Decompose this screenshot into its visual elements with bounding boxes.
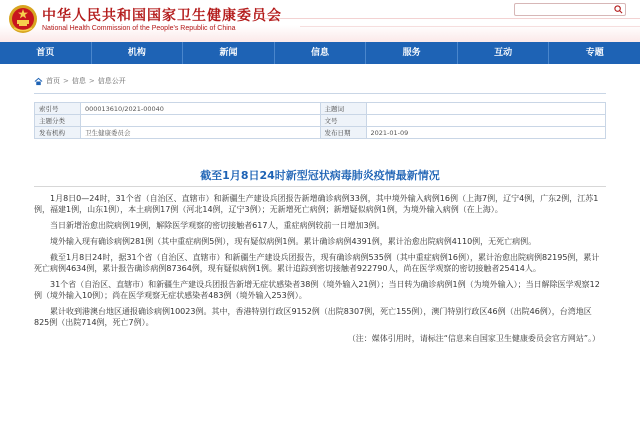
meta-value: 000013610/2021-00040 — [80, 103, 320, 115]
search-input[interactable] — [515, 12, 611, 23]
meta-label: 索引号 — [35, 103, 81, 115]
article-title: 截至1月8日24时新型冠状病毒肺炎疫情最新情况 — [200, 169, 440, 182]
article-paragraph: 31个省（自治区、直辖市）和新疆生产建设兵团报告新增无症状感染者38例（境外输入21例）；当日转为确诊病例1例（为境外输入）；当日解除医学观察12例（境外输入10例）；尚在医学观察无症状感染者483例（境外输入253例）。 — [34, 280, 600, 300]
meta-label: 主题词 — [320, 103, 366, 115]
site-subtitle: National Health Commission of the People's Republic of China — [42, 25, 236, 32]
meta-value: 2021-01-09 — [366, 127, 605, 139]
breadcrumb-separator: > — [63, 77, 69, 85]
site-header — [0, 0, 640, 42]
document-meta-table — [34, 102, 606, 139]
table-row — [35, 103, 606, 115]
nav-item-information[interactable]: 信息 — [275, 42, 367, 64]
nav-item-interaction[interactable]: 互动 — [458, 42, 550, 64]
meta-label: 发布机构 — [35, 127, 81, 139]
divider — [34, 186, 606, 187]
article-paragraph: 1月8日0—24时，31个省（自治区、直辖市）和新疆生产建设兵团报告新增确诊病例33例，其中境外输入病例16例（上海7例，辽宁4例，广东2例，江苏1例，福建1例，山东1例），本土病例17例（河北14例，辽宁3例）；无新增死亡病例；新增疑似病例1例，为境外输入病例（在上海）。 — [34, 194, 599, 214]
breadcrumb-separator: > — [88, 77, 95, 85]
article-paragraph: 当日新增治愈出院病例19例，解除医学观察的密切接触者617人，重症病例较前一日增加3例。 — [50, 221, 385, 230]
breadcrumb — [34, 76, 126, 86]
nav-item-services[interactable]: 服务 — [366, 42, 458, 64]
meta-label: 主题分类 — [35, 115, 81, 127]
article-paragraph: 截至1月8日24时，据31个省（自治区、直辖市）和新疆生产建设兵团报告，现有确诊病例535例（其中重症病例16例），累计治愈出院病例82195例，累计死亡病例4634例，累计报告确诊病例87364例，现有疑似病例1例。累计追踪到密切接触者922790人，尚在医学观察的密切接触者25414人。 — [34, 253, 600, 273]
article-paragraph: 境外输入现有确诊病例281例（其中重症病例5例），现有疑似病例1例。累计确诊病例4391例，累计治愈出院病例4110例，无死亡病例。 — [50, 237, 537, 246]
meta-value — [366, 103, 605, 115]
nav-item-organization[interactable]: 机构 — [92, 42, 184, 64]
site-title[interactable]: 中华人民共和国国家卫生健康委员会 — [42, 8, 282, 24]
breadcrumb-home[interactable]: 首页 — [46, 77, 60, 85]
nav-item-topics[interactable]: 专题 — [585, 48, 604, 58]
breadcrumb-information[interactable]: 信息 — [71, 77, 86, 85]
table-row — [35, 115, 606, 127]
main-nav — [0, 42, 640, 64]
nav-item-news[interactable]: 新闻 — [183, 42, 275, 64]
meta-value — [366, 115, 605, 127]
meta-value — [80, 115, 320, 127]
meta-label: 发布日期 — [320, 127, 366, 139]
article-paragraph: 累计收到港澳台地区通报确诊病例10023例。其中，香港特别行政区9152例（出院8307例，死亡155例），澳门特别行政区46例（出院46例），台湾地区825例（出院714例，死亡7例）。 — [34, 307, 592, 327]
article-note: （注：媒体引用时，请标注“信息来自国家卫生健康委员会官方网站”。） — [347, 334, 600, 343]
home-icon — [34, 77, 43, 86]
breadcrumb-public-info[interactable]: 信息公开 — [97, 77, 126, 85]
header-decoration — [300, 26, 640, 27]
national-emblem-icon[interactable] — [8, 4, 38, 34]
divider — [34, 93, 606, 94]
search-box[interactable] — [514, 3, 626, 16]
table-row — [35, 127, 606, 139]
article-body — [34, 193, 606, 349]
search-icon[interactable] — [614, 5, 623, 14]
meta-label: 文号 — [320, 115, 366, 127]
meta-value: 卫生健康委员会 — [80, 127, 320, 139]
nav-item-home[interactable]: 首页 — [0, 42, 92, 64]
